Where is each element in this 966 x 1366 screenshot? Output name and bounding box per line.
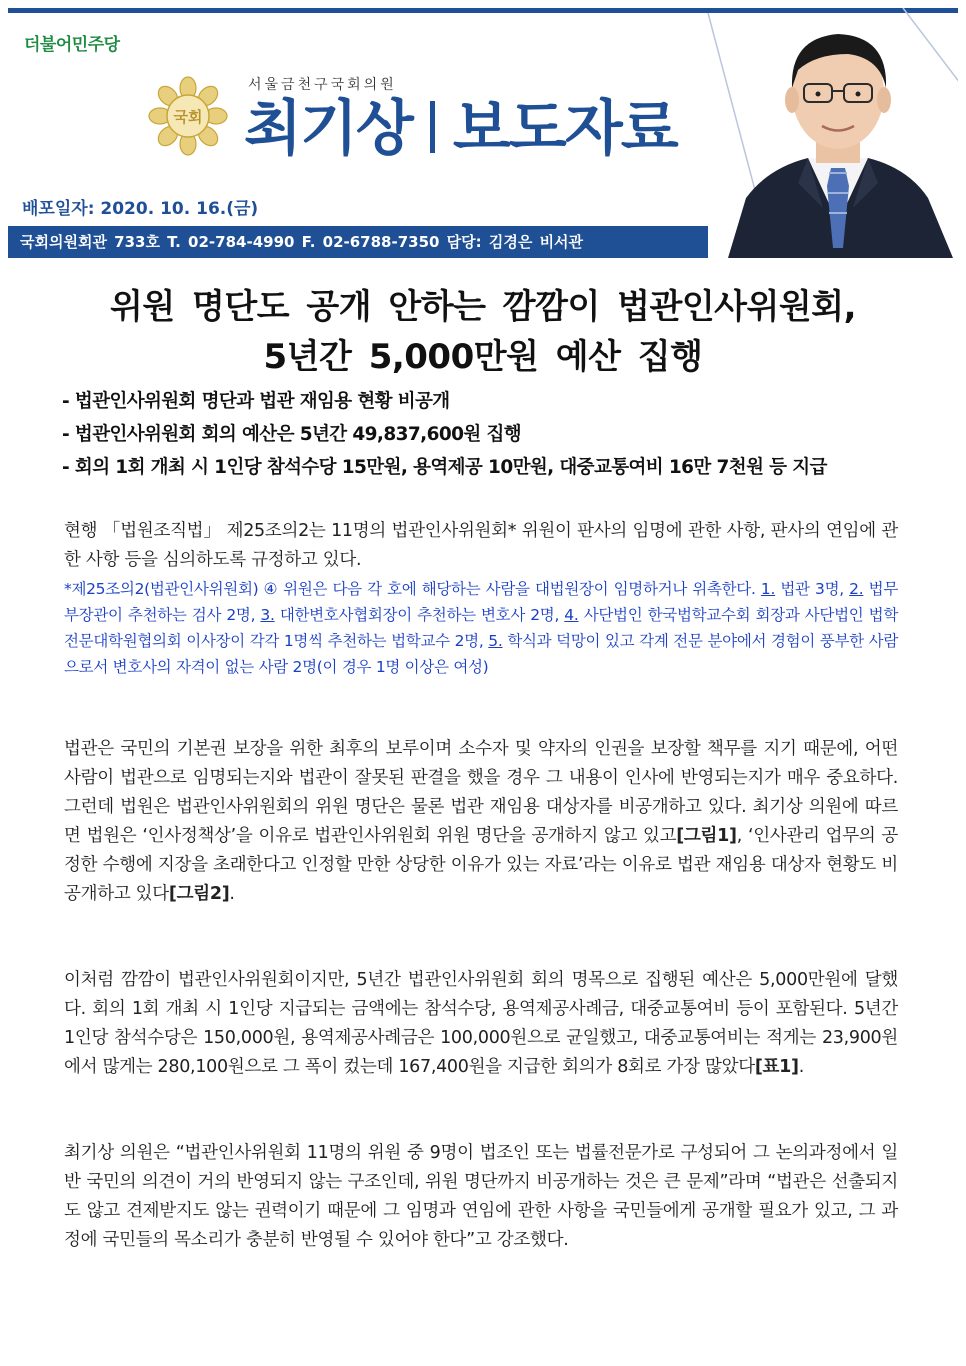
masthead — [244, 90, 677, 168]
paragraph-2-part-a: 법관은 국민의 기본권 보장을 위한 최후의 보루이며 소수자 및 약자의 인권을 보장할 책무를 지기 때문에, 어떤 사람이 법관으로 임명되는지와 법관이 잘못된 판결을 했을 경우 그 내용이 인사에 반영되는지가 매우 중요하다. 그런데 법원은 법관인사위원회의 위원 명단은 물론 법관 재임용 대상자를 비공개하고 있다. 최기상 의원에 따르면 법원은 ‘인사정책상’을 이유로 법관인사위원회 위원 명단을 공개하지 않고 있고 — [64, 739, 898, 846]
paragraph-3 — [64, 966, 898, 1082]
masthead-divider — [430, 101, 435, 153]
lawmaker-name: 최기상 — [244, 94, 412, 164]
paragraph-2-part-b: , ‘인사관리 업무의 공정한 수행에 지장을 초래한다고 인정할 만한 상당한 이유가 있는 자료’라는 이유로 법관 재임용 대상자 현황도 비공개하고 있다 — [64, 826, 898, 904]
lawmaker-portrait — [698, 8, 958, 258]
paragraph-2 — [64, 735, 898, 909]
seal-text: 국회 — [173, 108, 203, 126]
subheading-3: - 회의 1회 개최 시 1인당 참석수당 15만원, 용역제공 10만원, 대중교통여비 16만 7천원 등 지급 — [62, 457, 827, 478]
headline-line-1: 위원 명단도 공개 안하는 깜깜이 법관인사위원회, — [110, 287, 856, 327]
subheading-2: - 법관인사위원회 회의 예산은 5년간 49,837,600원 집행 — [62, 424, 522, 445]
headline-line-2: 5년간 5,000만원 예산 집행 — [263, 337, 703, 377]
release-date: 배포일자: 2020. 10. 16.(금) — [22, 199, 259, 219]
note-item-4-number: 4. — [564, 606, 579, 624]
footnote-article-25-2 — [64, 576, 898, 680]
table-1-reference: [표1] — [754, 1057, 799, 1077]
contact-bar: 국회의원회관 733호 T. 02-784-4990 F. 02-6788-7350 담당: 김경은 비서관 — [8, 226, 708, 258]
note-intro: *제25조의2(법관인사위원회) ④ 위원은 다음 각 호에 해당하는 사람을 대법원장이 임명하거나 위촉한다. — [64, 580, 761, 598]
party-logo: 더불어민주당 — [24, 35, 120, 55]
figure-2-reference: [그림2] — [168, 884, 230, 904]
note-item-5: 학식과 덕망이 있고 각계 전문 분야에서 경험이 풍부한 사람으로서 변호사의 자격이 없는 사람 2명(이 경우 1명 이상은 여성) — [64, 632, 898, 676]
paragraph-4: 최기상 의원은 “법관인사위원회 11명의 위원 중 9명이 법조인 또는 법률전문가로 구성되어 그 논의과정에서 일반 국민의 의견이 거의 반영되지 않는 구조인데, 위원 명단까지 비공개하는 것은 큰 문제”라며 “법관은 선출되지도 않고 견제받지도 않는 권력이기 때문에 그 임명과 연임에 관한 사항을 국민들에게 공개할 필요가 있고, 그 과정에 국민들의 목소리가 충분히 반영될 수 있어야 한다”고 강조했다. — [64, 1143, 898, 1250]
paragraph-3-part-a: 이처럼 깜깜이 법관인사위원회이지만, 5년간 법관인사위원회 회의 명목으로 집행된 예산은 5,000만원에 달했다. 회의 1회 개최 시 1인당 지급되는 금액에는 참석수당, 용역제공사례금, 대중교통여비 등이 포함된다. 5년간 1인당 참석수당은 150,000원, 용역제공사례금은 100,000원으로 균일했고, 대중교통여비는 적게는 23,900원에서 많게는 280,100원으로 그 폭이 컸는데 167,400원을 지급한 회의가 8회로 가장 많았다 — [64, 970, 898, 1077]
note-item-2-number: 2. — [849, 580, 864, 598]
note-item-3: 대한변호사협회장이 추천하는 변호사 2명, — [274, 606, 565, 624]
note-item-2: 법무부장관이 추천하는 검사 2명, — [64, 580, 898, 624]
press-release-header — [8, 8, 958, 258]
paragraph-1: 현행 「법원조직법」 제25조의2는 11명의 법관인사위원회* 위원이 판사의 임명에 관한 사항, 판사의 연임에 관한 사항 등을 심의하도록 규정하고 있다. — [64, 521, 898, 570]
note-item-4: 사단법인 한국법학교수회 회장과 사단법인 법학전문대학원협의회 이사장이 각각 1명씩 추천하는 법학교수 2명, — [64, 606, 898, 650]
subheading-1: - 법관인사위원회 명단과 법관 재임용 현황 비공개 — [62, 391, 450, 412]
note-item-1-number: 1. — [760, 580, 776, 598]
headline — [20, 282, 946, 382]
note-item-3-number: 3. — [260, 606, 275, 624]
note-item-1: 법관 3명, — [775, 580, 850, 598]
subheadings — [62, 385, 922, 484]
doc-type: 보도자료 — [452, 94, 677, 164]
org-subtitle: 서울금천구국회의원 — [248, 77, 397, 93]
note-item-5-number: 5. — [488, 632, 503, 650]
paragraph-3-end: . — [798, 1057, 804, 1077]
figure-1-reference: [그림1] — [676, 826, 737, 846]
paragraph-2-end: . — [229, 884, 235, 904]
national-assembly-seal-icon — [148, 76, 228, 156]
